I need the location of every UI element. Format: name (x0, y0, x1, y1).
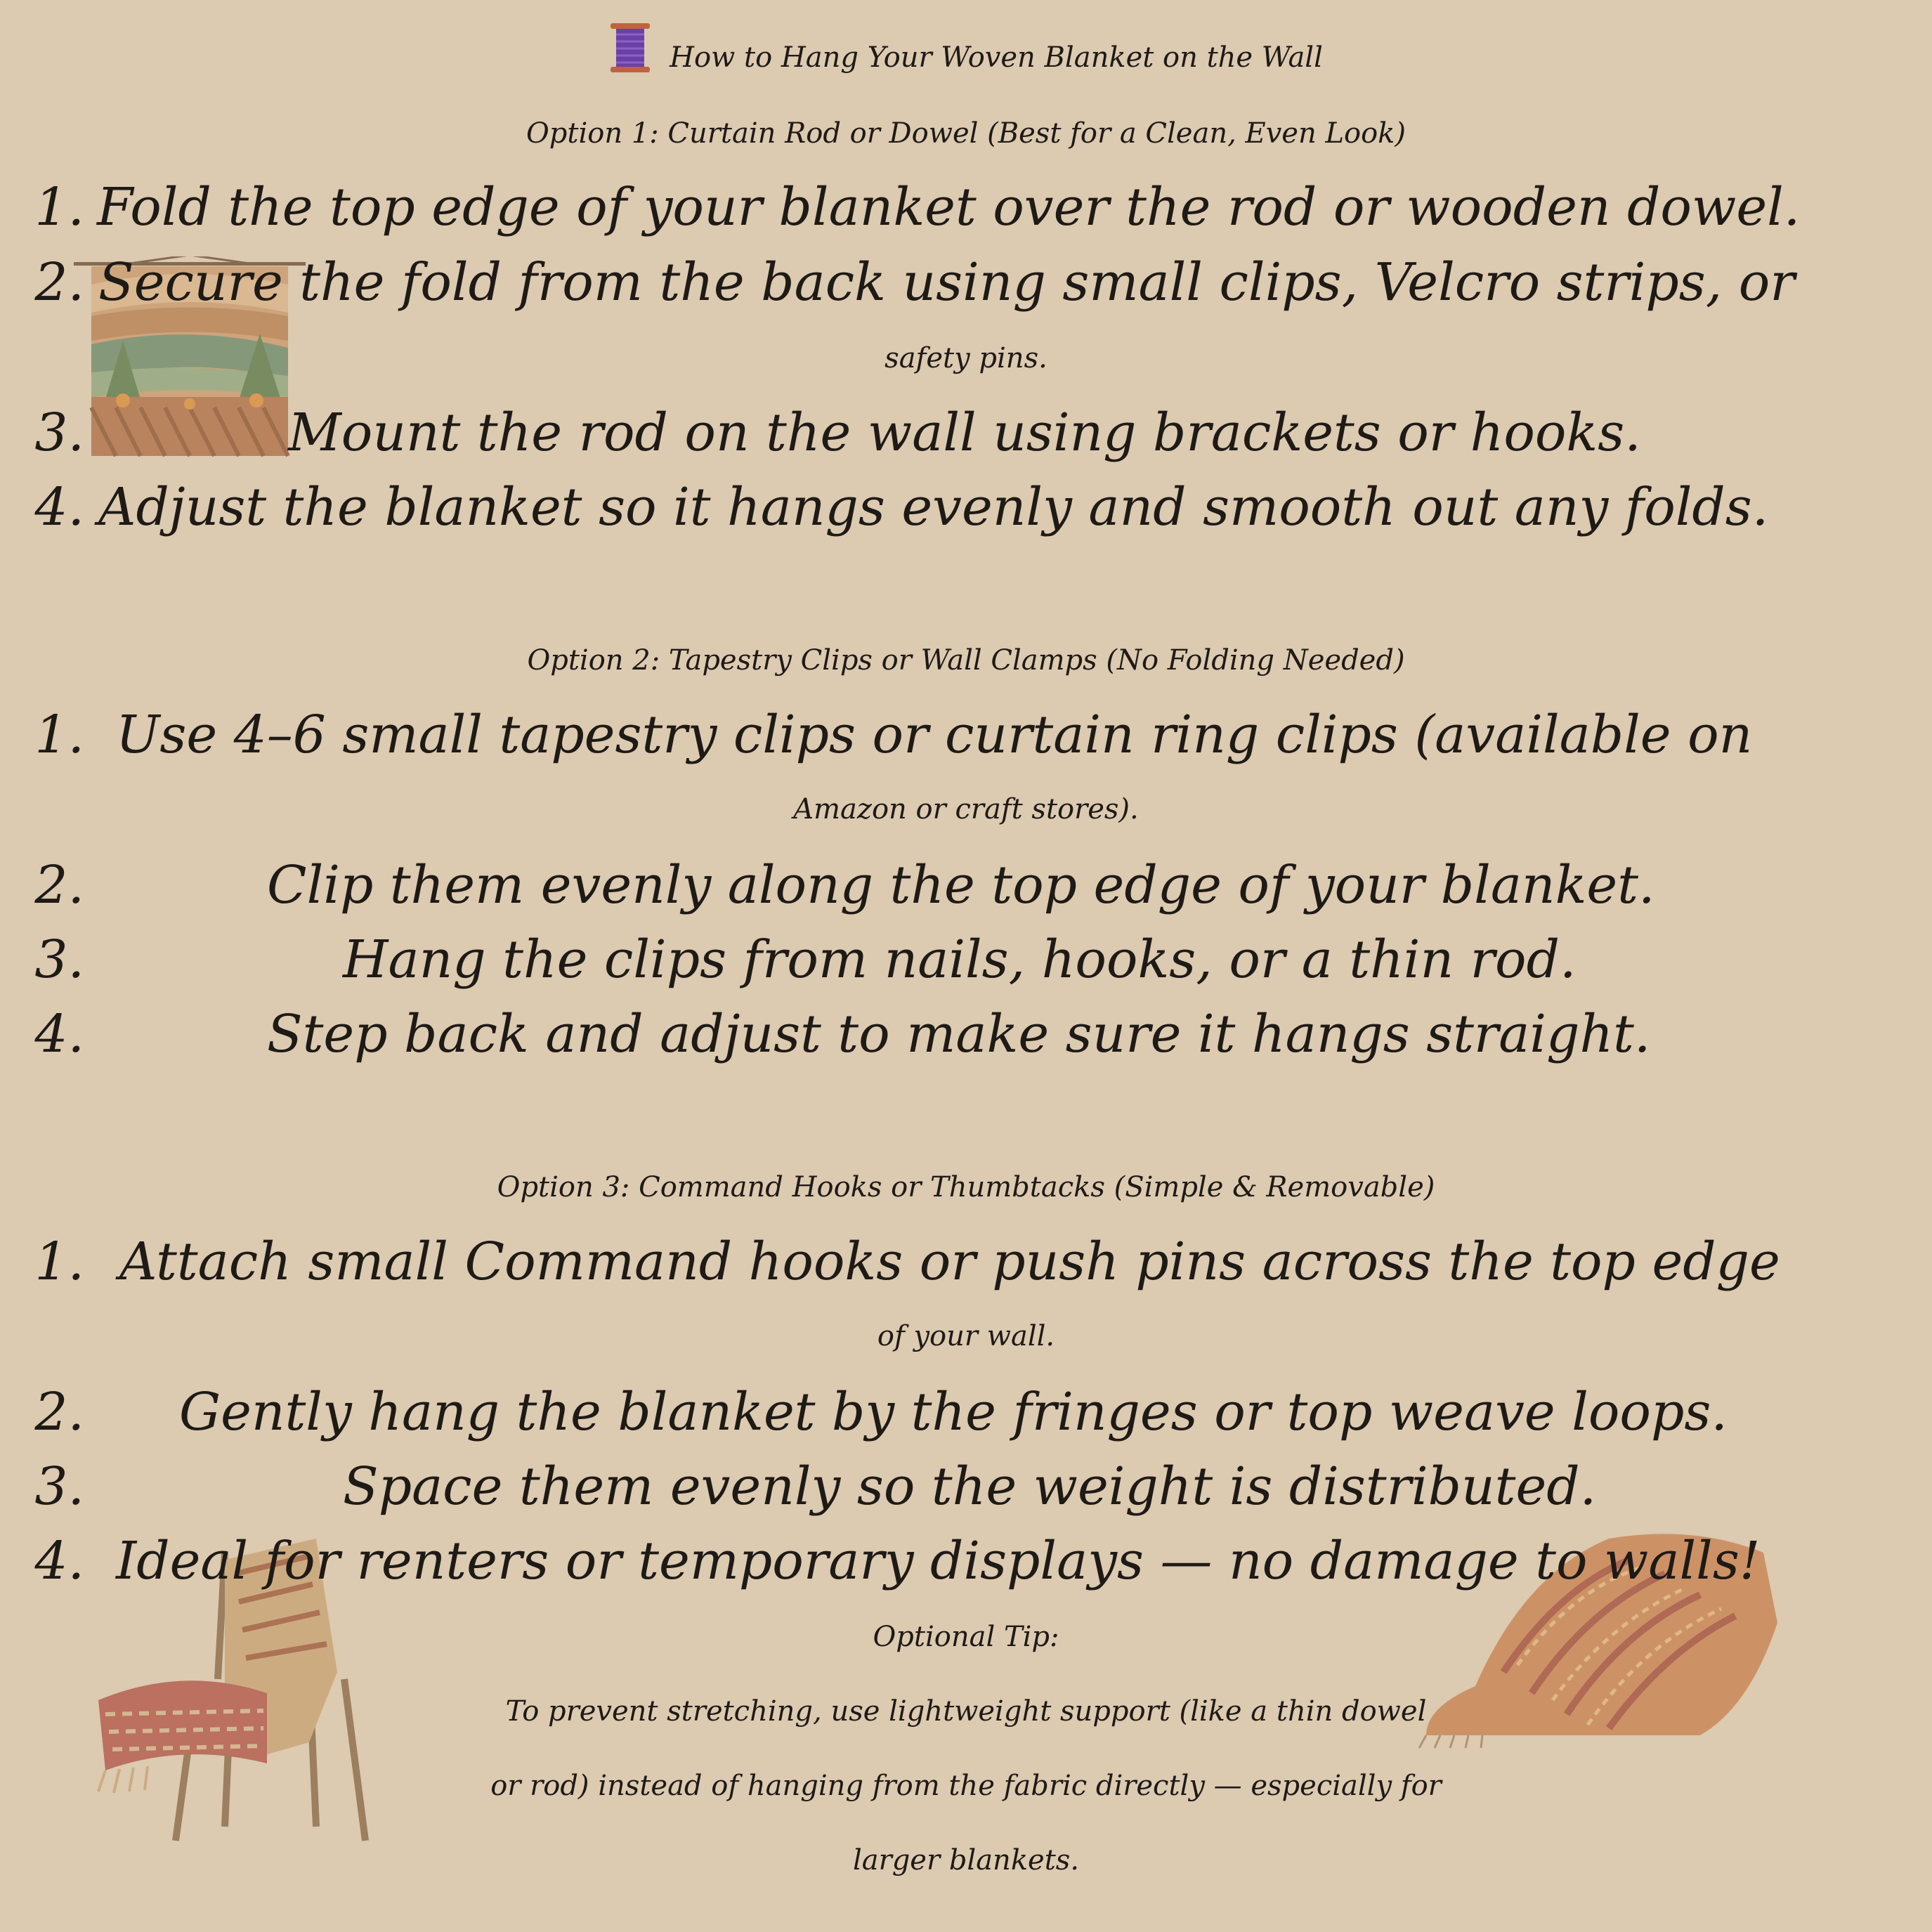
option3-step-3 (0, 1451, 1932, 1522)
step-number: 2. (34, 855, 84, 915)
option2-step-1 (0, 700, 1932, 770)
option3-step-4 (0, 1526, 1932, 1596)
option2-step-2 (0, 850, 1932, 920)
step-text: Fold the top edge of your blanket over the rod or wooden dowel. (97, 177, 1801, 237)
step-number: 3. (34, 929, 84, 990)
step-number: 1. (34, 1232, 84, 1292)
option2-step-3 (0, 925, 1932, 995)
step-number: 1. (34, 705, 84, 765)
option2-heading: Option 2: Tapestry Clips or Wall Clamps (No Folding Needed) (527, 644, 1405, 677)
step-number: 4. (34, 477, 84, 537)
tip-line-2: or rod) instead of hanging from the fabric directly — especially for (490, 1770, 1442, 1802)
step-text: Hang the clips from nails, hooks, or a thin rod. (343, 929, 1577, 990)
step-number: 2. (34, 1382, 84, 1442)
step-text: Adjust the blanket so it hangs evenly and smooth out any folds. (98, 477, 1769, 537)
option1-step-2 (0, 247, 1932, 318)
option3-heading: Option 3: Command Hooks or Thumbtacks (Simple & Removable) (497, 1171, 1435, 1203)
tip-line-1: To prevent stretching, use lightweight support (like a thin dowel (505, 1695, 1427, 1728)
spool-of-thread-icon (609, 23, 651, 72)
option3-step-1 (0, 1227, 1932, 1297)
tip-line-3: larger blankets. (852, 1844, 1080, 1876)
title-text: How to Hang Your Woven Blanket on the Wall (670, 41, 1323, 74)
step-text: Ideal for renters or temporary displays — no damage to walls! (116, 1531, 1761, 1591)
step-text: Step back and adjust to make sure it hangs straight. (267, 1004, 1651, 1064)
option3-step-2 (0, 1377, 1932, 1447)
option3-step-1-cont: of your wall. (877, 1320, 1055, 1352)
step-text: Use 4–6 small tapestry clips or curtain ring clips (available on (116, 705, 1753, 765)
step-number: 1. (34, 177, 84, 237)
step-number: 4. (34, 1531, 84, 1591)
option1-step-3 (0, 398, 1932, 468)
step-number: 3. (34, 1456, 84, 1517)
tip-heading: Optional Tip: (873, 1621, 1059, 1653)
step-text: Secure the fold from the back using small clips, Velcro strips, or (98, 252, 1795, 313)
step-text: Gently hang the blanket by the fringes or top weave loops. (179, 1382, 1728, 1442)
option1-step-1 (0, 172, 1932, 242)
step-text: Mount the rod on the wall using brackets or hooks. (288, 403, 1641, 463)
step-number: 2. (34, 252, 84, 313)
step-text: Clip them evenly along the top edge of your blanket. (267, 855, 1655, 915)
page-title (0, 22, 1932, 93)
option1-step-4 (0, 472, 1932, 542)
option2-step-1-cont: Amazon or craft stores). (793, 793, 1139, 825)
step-number: 4. (34, 1004, 84, 1064)
option1-step-2-cont: safety pins. (885, 342, 1047, 374)
step-number: 3. (34, 403, 84, 463)
option2-step-4 (0, 999, 1932, 1069)
step-text: Space them evenly so the weight is distributed. (343, 1456, 1597, 1517)
option1-heading: Option 1: Curtain Rod or Dowel (Best for a Clean, Even Look) (526, 117, 1406, 150)
step-text: Attach small Command hooks or push pins across the top edge (119, 1232, 1780, 1292)
